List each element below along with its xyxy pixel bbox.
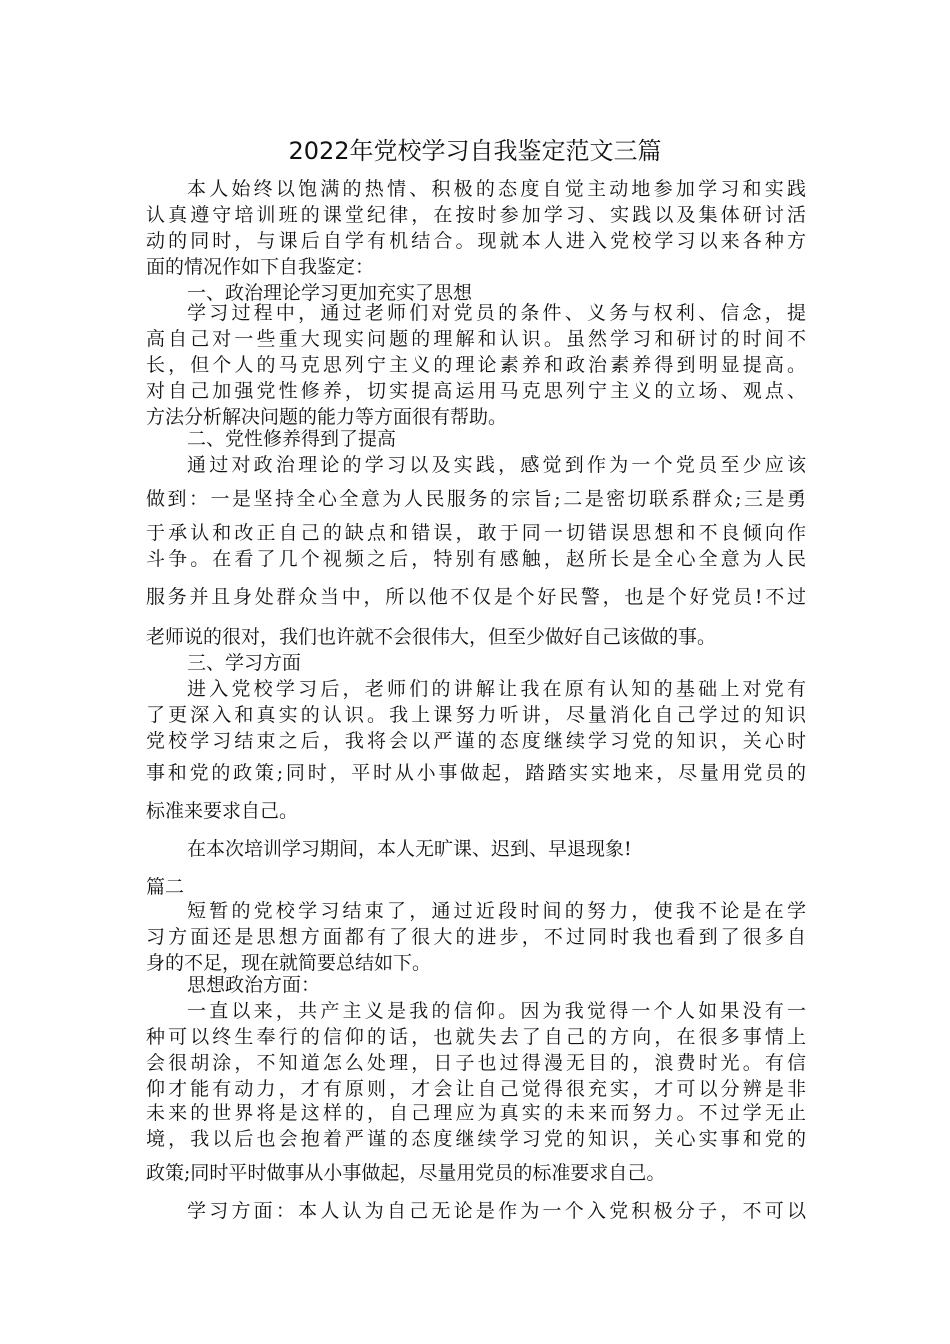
paragraph-line: 斗争。在看了几个视频之后，特别有感触，赵所长是全心全意为人民: [146, 548, 806, 570]
paragraph-line: 仰才能有动力，才有原则，才会让自己觉得很充实，才可以分辨是非: [146, 1078, 806, 1100]
paragraph-line: 方法分析解决问题的能力等方面很有帮助。: [146, 406, 508, 428]
section-heading: 二、党性修养得到了提高: [187, 428, 397, 450]
paragraph-line: 做到：一是坚持全心全意为人民服务的宗旨;二是密切联系群众;三是勇: [146, 488, 806, 510]
paragraph-line: 了更深入和真实的认识。我上课努力听讲，尽量消化自己学过的知识: [146, 704, 806, 726]
paragraph-line: 身的不足，现在就简要总结如下。: [146, 952, 432, 974]
paragraph-line: 未来的世界将是这样的，自己理应为真实的未来而努力。不过学无止: [146, 1102, 806, 1124]
paragraph-line: 事和党的政策;同时，平时从小事做起，踏踏实实地来，尽量用党员的: [146, 762, 806, 784]
paragraph-line: 对自己加强党性修养，切实提高运用马克思列宁主义的立场、观点、: [146, 380, 806, 402]
paragraph-line: 进入党校学习后，老师们的讲解让我在原有认知的基础上对党有: [187, 678, 806, 700]
paragraph-line: 通过对政治理论的学习以及实践，感觉到作为一个党员至少应该: [187, 454, 806, 476]
paragraph-line: 动的同时，与课后自学有机结合。现就本人进入党校学习以来各种方: [146, 230, 806, 252]
paragraph-line: 学习方面：本人认为自己无论是作为一个入党积极分子，不可以: [187, 1200, 806, 1222]
paragraph-line: 老师说的很对，我们也许就不会很伟大，但至少做好自己该做的事。: [146, 626, 717, 648]
paragraph-line: 境，我以后也会抱着严谨的态度继续学习党的知识，关心实事和党的: [146, 1128, 806, 1150]
paragraph-line: 面的情况作如下自我鉴定：: [146, 256, 375, 278]
paragraph-line: 习方面还是思想方面都有了很大的进步，不过同时我也看到了很多自: [146, 926, 806, 948]
paragraph-line: 一直以来，共产主义是我的信仰。因为我觉得一个人如果没有一: [187, 1000, 806, 1022]
paragraph-line: 在本次培训学习期间，本人无旷课、迟到、早退现象!: [187, 838, 632, 860]
paragraph-line: 认真遵守培训班的课堂纪律，在按时参加学习、实践以及集体研讨活: [146, 204, 806, 226]
section-heading: 思想政治方面：: [187, 974, 321, 996]
paragraph-line: 长，但个人的马克思列宁主义的理论素养和政治素养得到明显提高。: [146, 354, 806, 376]
section-heading: 三、学习方面: [187, 652, 302, 674]
document-title: 2022年党校学习自我鉴定范文三篇: [288, 137, 662, 165]
paragraph-line: 于承认和改正自己的缺点和错误，敢于同一切错误思想和不良倾向作: [146, 522, 806, 544]
paragraph-line: 高自己对一些重大现实问题的理解和认识。虽然学习和研讨的时间不: [146, 328, 806, 350]
paragraph-line: 党校学习结束之后，我将会以严谨的态度继续学习党的知识，关心时: [146, 730, 806, 752]
paragraph-line: 会很胡涂，不知道怎么处理，日子也过得漫无目的，浪费时光。有信: [146, 1052, 806, 1074]
section-heading: 篇二: [146, 876, 185, 898]
paragraph-line: 短暂的党校学习结束了，通过近段时间的努力，使我不论是在学: [187, 900, 806, 922]
paragraph-line: 种可以终生奉行的信仰的话，也就失去了自己的方向，在很多事情上: [146, 1026, 806, 1048]
section-heading: 一、政治理论学习更加充实了思想: [187, 282, 473, 304]
paragraph-line: 服务并且身处群众当中，所以他不仅是个好民警，也是个好党员!不过: [146, 586, 806, 608]
paragraph-line: 政策;同时平时做事从小事做起，尽量用党员的标准要求自己。: [146, 1162, 666, 1184]
paragraph-line: 本人始终以饱满的热情、积极的态度自觉主动地参加学习和实践: [187, 178, 806, 200]
paragraph-line: 标准来要求自己。: [146, 800, 299, 822]
paragraph-line: 学习过程中，通过老师们对党员的条件、义务与权利、信念，提: [187, 302, 806, 324]
